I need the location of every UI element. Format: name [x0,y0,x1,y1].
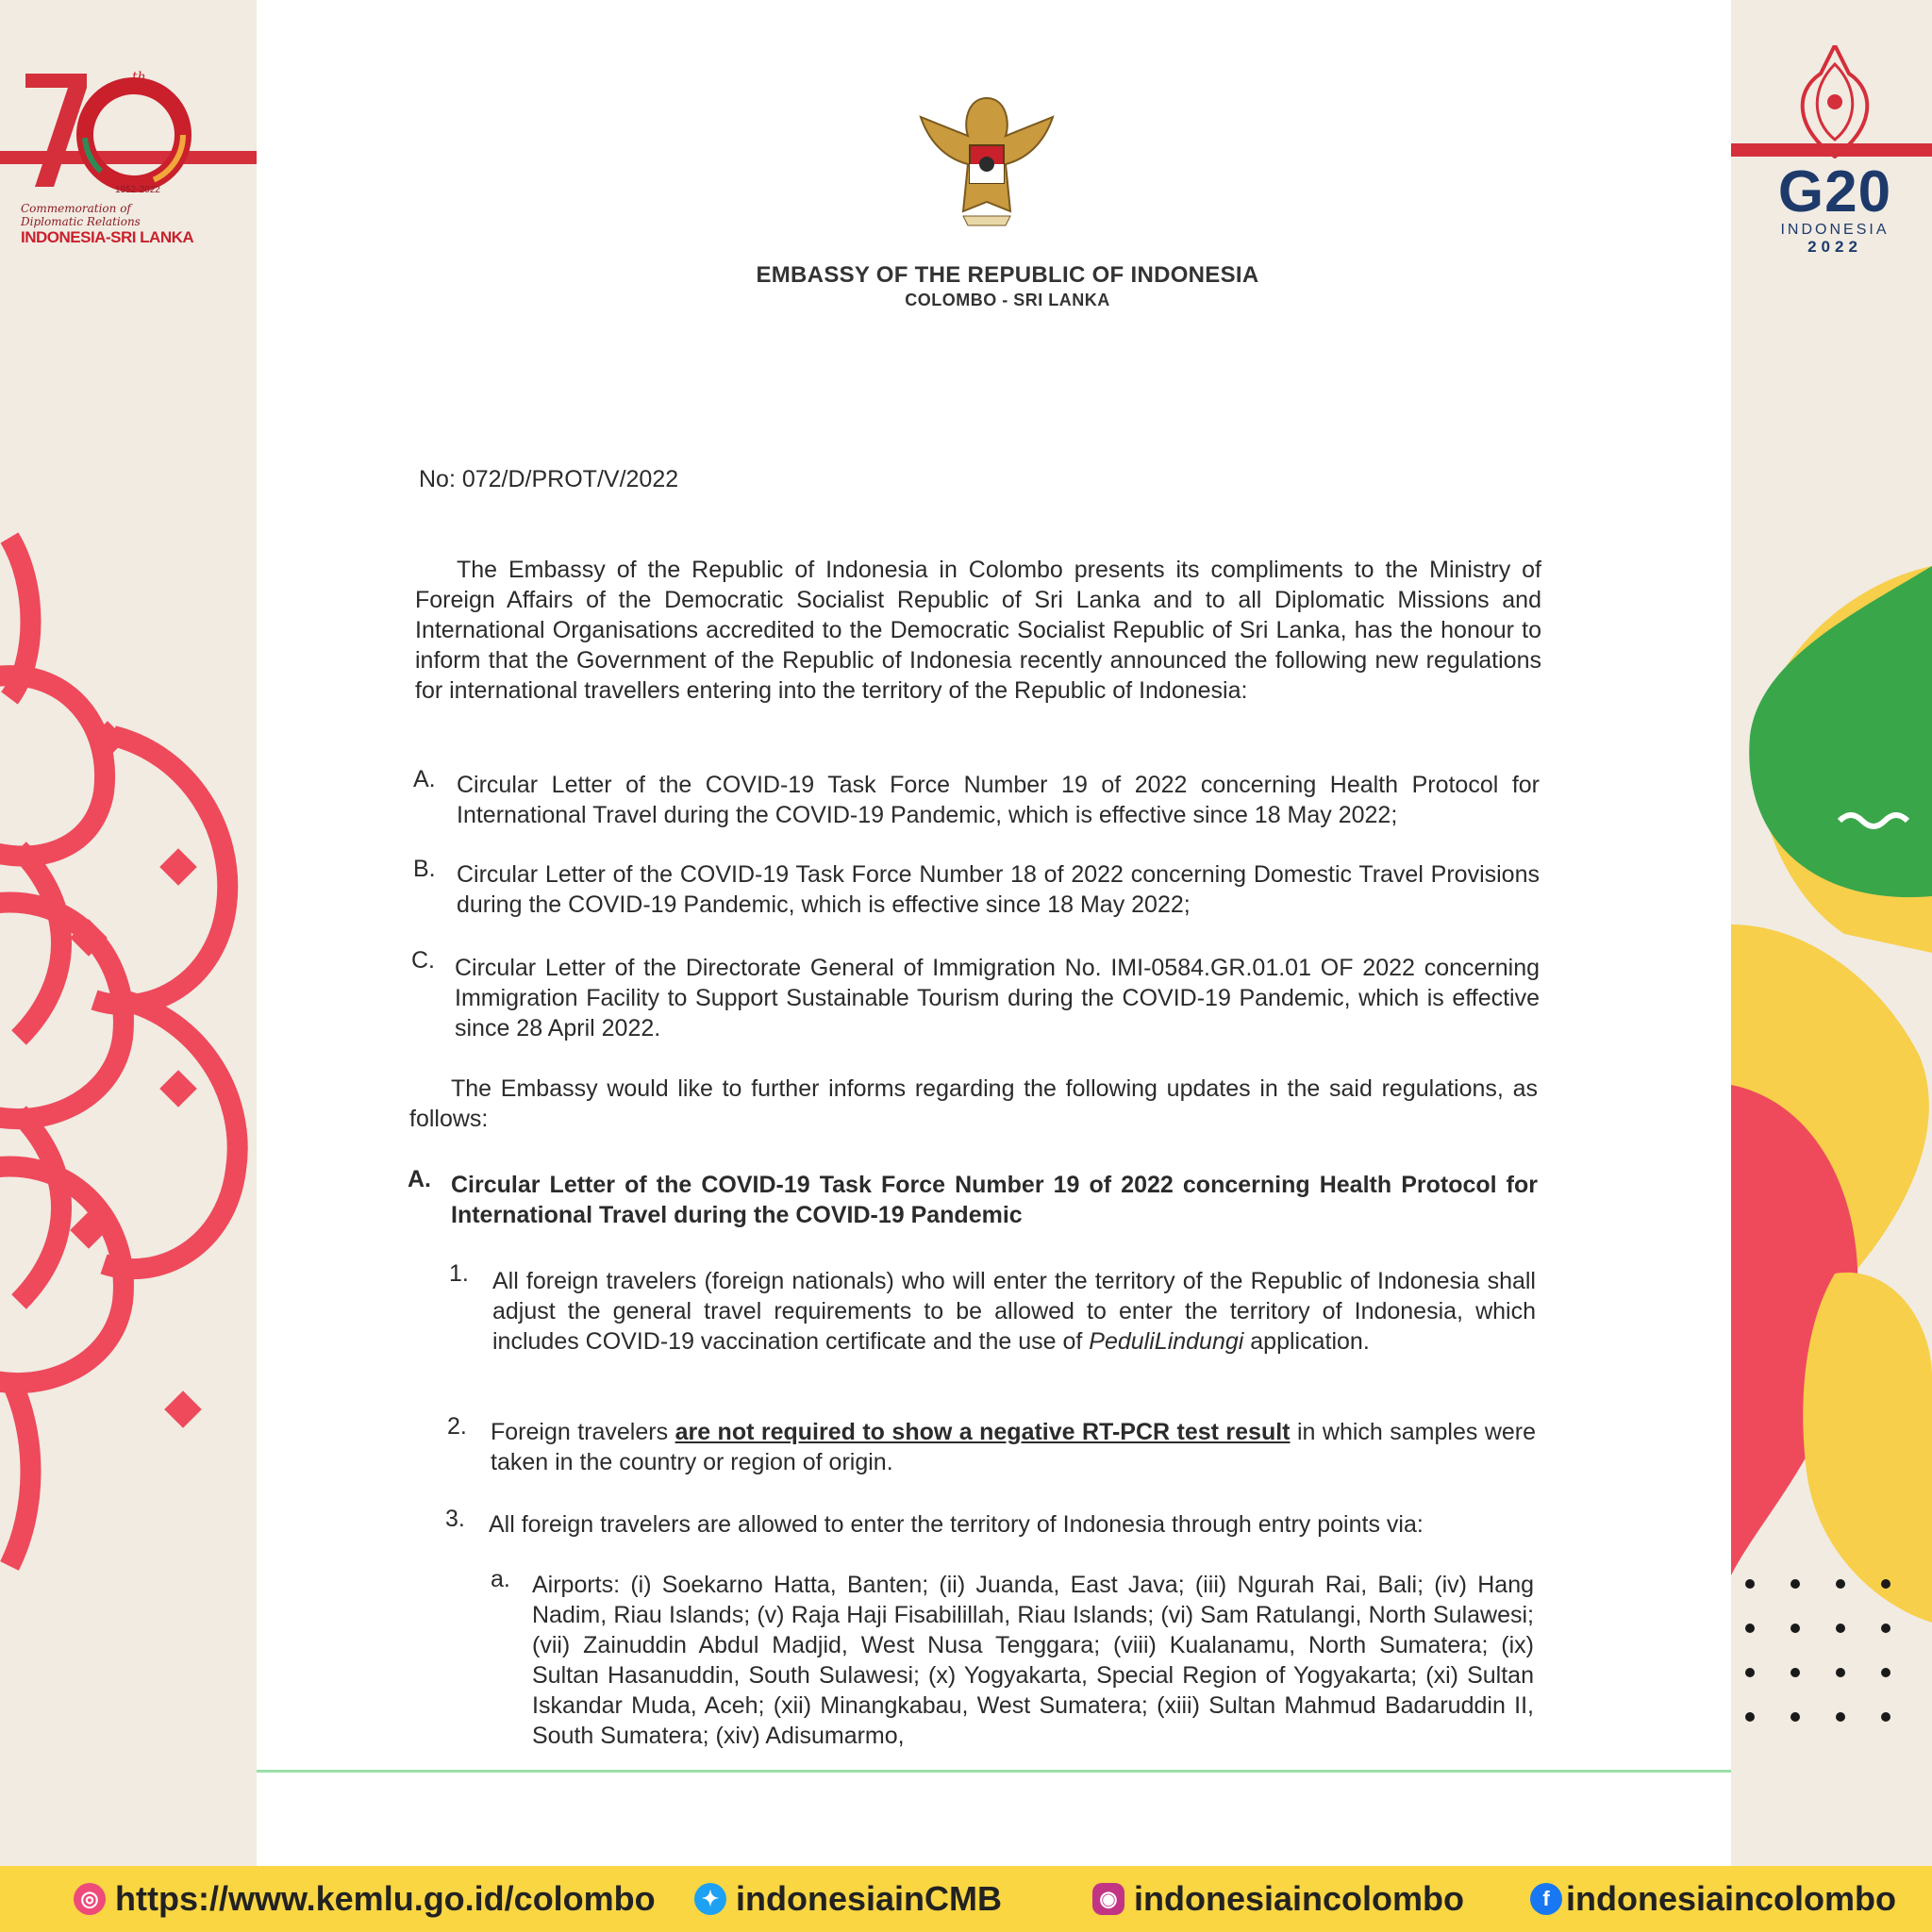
garuda-emblem-icon [911,79,1062,230]
regulation-a-text: Circular Letter of the COVID-19 Task Force Number 19 of 2022 concerning Health Protocol for International Travel during the COVID-19 Pandemic, which is effective since 18 May 2022; [457,772,1540,828]
item-2-text: Foreign travelers are not required to show a negative RT-PCR test result in which samples were taken in the country or region of origin. [491,1419,1537,1475]
regulation-c-label: C. [411,947,435,974]
badge-caption-1: Commemoration of [21,202,131,215]
social-footer [0,1866,1932,1932]
rt-pcr-emphasis: are not required to show a negative RT-PCR test result [675,1419,1291,1445]
regulation-a-label: A. [413,766,436,792]
twitter-link[interactable] [694,1879,1002,1919]
twitter-icon: ✦ [694,1883,726,1915]
anniversary-suffix: th [132,70,146,85]
instagram-icon: ◉ [1092,1883,1124,1915]
facebook-handle: indonesiaincolombo [1566,1879,1897,1918]
app-name: PeduliLindungi [1089,1328,1244,1355]
instagram-link[interactable] [1092,1879,1464,1919]
item-2-label: 2. [447,1413,467,1440]
section-a-title: Circular Letter of the COVID-19 Task Force Number 19 of 2022 concerning Health Protocol for International Travel during the COVID-19 Pandemic [451,1172,1538,1228]
regulation-b-text: Circular Letter of the COVID-19 Task Force Number 18 of 2022 concerning Domestic Travel Provisions during the COVID-19 Pandemic, which is effective since 18 May 2022; [457,861,1540,918]
section-a-label: A. [408,1166,431,1192]
facebook-icon: f [1530,1883,1562,1915]
letter-number: No: 072/D/PROT/V/2022 [419,466,679,492]
badge-caption-2: Diplomatic Relations [21,215,141,228]
g20-year: 2022 [1807,238,1862,256]
anniversary-years: 1952-2022 [115,185,160,195]
intro-paragraph: The Embassy of the Republic of Indonesia in Colombo presents its compliments to the Ministry of Foreign Affairs of the Democratic Socialist Republic of Sri Lanka and to all Diplomatic Missions and International Organisations accredited to the Democratic Socialist Republic of Sri Lanka, has the honour to inform that the Government of the Republic of Indonesia recently announced the following new regulations for international travellers entering into the territory of the Republic of Indonesia: [415,557,1541,704]
twitter-handle: indonesiainCMB [736,1879,1003,1918]
regulation-c-text: Circular Letter of the Directorate General of Immigration No. IMI-0584.GR.01.01 OF 2022 concerning Immigration Facility to Support Sustainable Tourism during the COVID-19 Pandemic, which is effective since 28 April 2022. [455,955,1540,1041]
item-3a-text: Airports: (i) Soekarno Hatta, Banten; (ii) Juanda, East Java; (iii) Ngurah Rai, Bali; (iv) Hang Nadim, Riau Islands; (v) Raja Haji Fisabilillah, Riau Islands; (vi) Sam Ratulangi, North Sulawesi; (vii) Zainuddin Abdul Madjid, West Nusa Tenggara; (viii) Kualanamu, North Sumatera; (ix) Sultan Hasanuddin, South Sulawesi; (x) Yogyakarta, Special Region of Yogyakarta; (xi) Sultan Iskandar Muda, Aceh; (xii) Minangkabau, West Sumatera; (xiii) Sultan Mahmud Badaruddin II, South Sumatera; (xiv) Adisumarmo, [532,1572,1534,1749]
g20-country: INDONESIA [1780,222,1890,238]
instagram-handle: indonesiaincolombo [1134,1879,1465,1918]
website-link[interactable] [74,1879,656,1919]
g20-title: G20 [1777,159,1892,225]
globe-icon: ◎ [74,1883,106,1915]
embassy-location: COLOMBO - SRI LANKA [905,291,1110,309]
item-3-label: 3. [445,1506,465,1532]
item-3-text: All foreign travelers are allowed to enter the territory of Indonesia through entry points via: [489,1511,1424,1538]
website-url: https://www.kemlu.go.id/colombo [115,1879,656,1918]
facebook-link[interactable] [1530,1879,1896,1919]
embassy-title: EMBASSY OF THE REPUBLIC OF INDONESIA [756,262,1259,288]
item-3a-label: a. [491,1566,510,1592]
item-1-label: 1. [449,1260,469,1287]
item-1-text: All foreign travelers (foreign nationals) who will enter the territory of the Republic of Indonesia shall adjust the general travel requirements to be allowed to enter the territory of Indonesia, which includes COVID-19 vaccination certificate and the use of PeduliLindungi application. [492,1268,1536,1355]
regulation-b-label: B. [413,856,436,882]
updates-intro: The Embassy would like to further informs regarding the following updates in the said regulations, as follows: [409,1075,1538,1132]
badge-caption-3: INDONESIA-SRI LANKA [21,228,194,246]
